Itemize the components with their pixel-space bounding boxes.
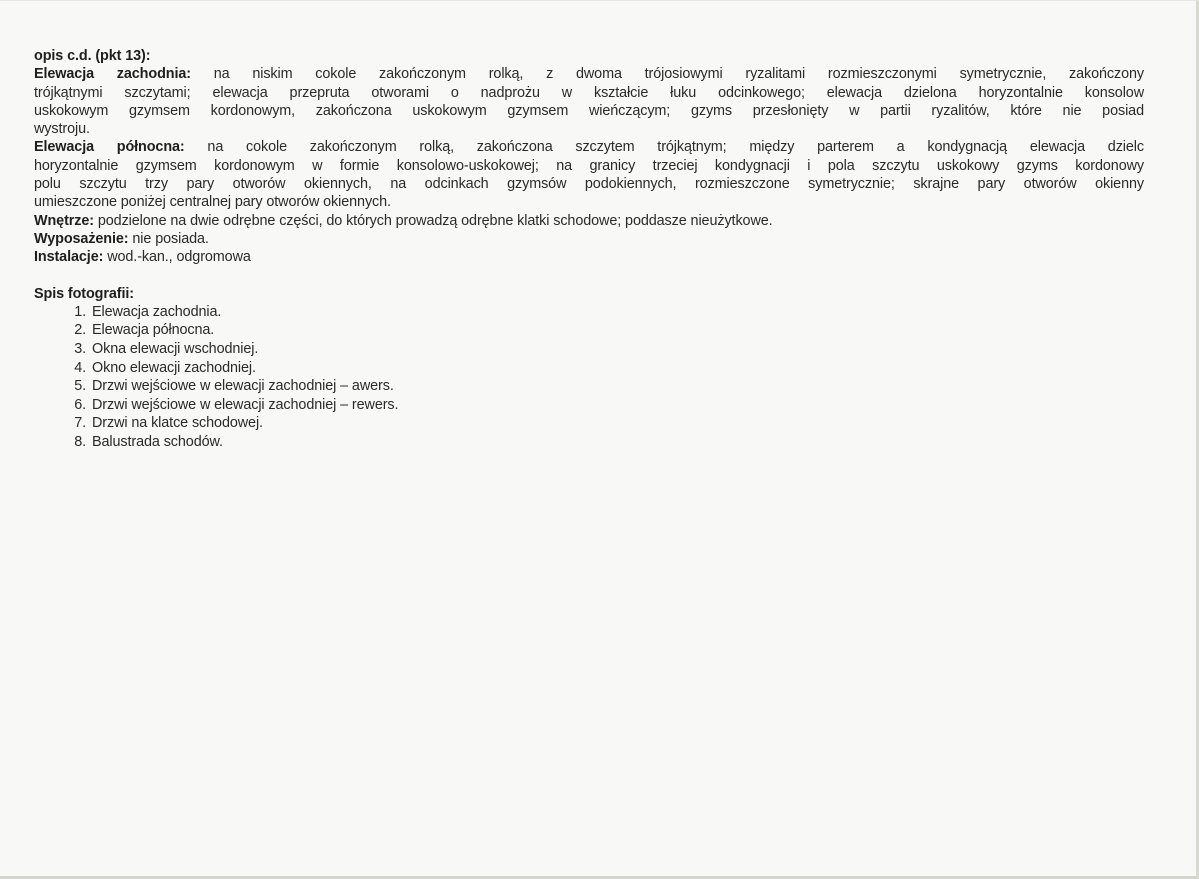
list-text: Drzwi wejściowe w elewacji zachodniej – awers. <box>92 378 394 395</box>
list-text: Okna elewacji wschodniej. <box>92 341 259 358</box>
text-line: Elewacja zachodnia: na niskim cokole zakończonym rolką, z dwoma trójosiowymi ryzalitami rozmieszczonymi symetrycznie, zakończony <box>34 66 1144 83</box>
list-number: 8. <box>74 434 86 451</box>
paragraph-elewacja-polnocna <box>34 138 1144 211</box>
list-item <box>34 414 1144 433</box>
label-instalacje: Instalacje: <box>34 249 104 266</box>
label-wyposazenie: Wyposażenie: <box>34 230 129 247</box>
list-text: Drzwi wejściowe w elewacji zachodniej – rewers. <box>92 396 399 413</box>
label-elewacja-zachodnia: Elewacja zachodnia: <box>34 66 191 83</box>
text-line: Elewacja północna: na cokole zakończonym rolką, zakończona szczytem trójkątnym; między parterem a kondygnacją elewacja dzielc <box>34 139 1144 156</box>
list-text: Elewacja północna. <box>92 322 215 339</box>
list-text: Balustrada schodów. <box>92 434 223 451</box>
label-elewacja-polnocna: Elewacja północna: <box>34 139 185 156</box>
text-line: polu szczytu trzy pary otworów okiennych, na odcinkach gzymsów podokiennych, rozmieszczone symetrycznie; skrajne pary otworów okienny <box>34 176 1144 193</box>
photos-list <box>34 303 1144 452</box>
list-number: 6. <box>74 396 86 413</box>
text-line: wystroju. <box>34 121 90 138</box>
list-text: Elewacja zachodnia. <box>92 303 222 320</box>
list-text: Drzwi na klatce schodowej. <box>92 415 263 432</box>
list-number: 4. <box>74 359 86 376</box>
list-text: Okno elewacji zachodniej. <box>92 359 256 376</box>
list-number: 5. <box>74 378 86 395</box>
text-line: horyzontalnie gzymsem kordonowym w formie konsolowo-uskokowej; na granicy trzeciej kondygnacji i pola szczytu uskokowy gzyms kordonowy <box>34 157 1144 174</box>
spacer <box>34 267 1144 285</box>
label-wnetrze: Wnętrze: <box>34 212 94 229</box>
document-content <box>34 47 1144 452</box>
photos-title: Spis fotografii: <box>34 285 134 302</box>
list-number: 7. <box>74 415 86 432</box>
paragraph-wnetrze <box>34 212 1144 230</box>
text-line: umieszczone poniżej centralnej pary otworów okiennych. <box>34 194 391 211</box>
list-item <box>34 377 1144 396</box>
paragraph-wyposazenie <box>34 230 1144 248</box>
list-item <box>34 433 1144 452</box>
list-item <box>34 359 1144 378</box>
list-item <box>34 303 1144 322</box>
paragraph-instalacje <box>34 248 1144 266</box>
list-number: 1. <box>74 303 86 320</box>
text-line: uskokowym gzymsem kordonowym, zakończona uskokowym gzymsem wieńczącym; gzyms przesłonięty w partii ryzalitów, które nie posiad <box>34 102 1144 119</box>
text-line: trójkątnymi szczytami; elewacja przepruta otworami o nadprożu w kształcie łuku odcinkowego; elewacja dzielona horyzontalnie konsolow <box>34 84 1144 101</box>
section-header: opis c.d. (pkt 13): <box>34 48 151 64</box>
list-number: 3. <box>74 341 86 358</box>
instalacje-text: wod.-kan., odgromowa <box>103 249 251 266</box>
list-number: 2. <box>74 322 86 339</box>
list-item <box>34 340 1144 359</box>
wyposazenie-text: nie posiada. <box>128 230 209 247</box>
list-item <box>34 396 1144 415</box>
paragraph-elewacja-zachodnia <box>34 65 1144 138</box>
wnetrze-text: podzielone na dwie odrębne części, do których prowadzą odrębne klatki schodowe; poddasze nieużytkowe. <box>93 212 773 229</box>
list-item <box>34 321 1144 340</box>
